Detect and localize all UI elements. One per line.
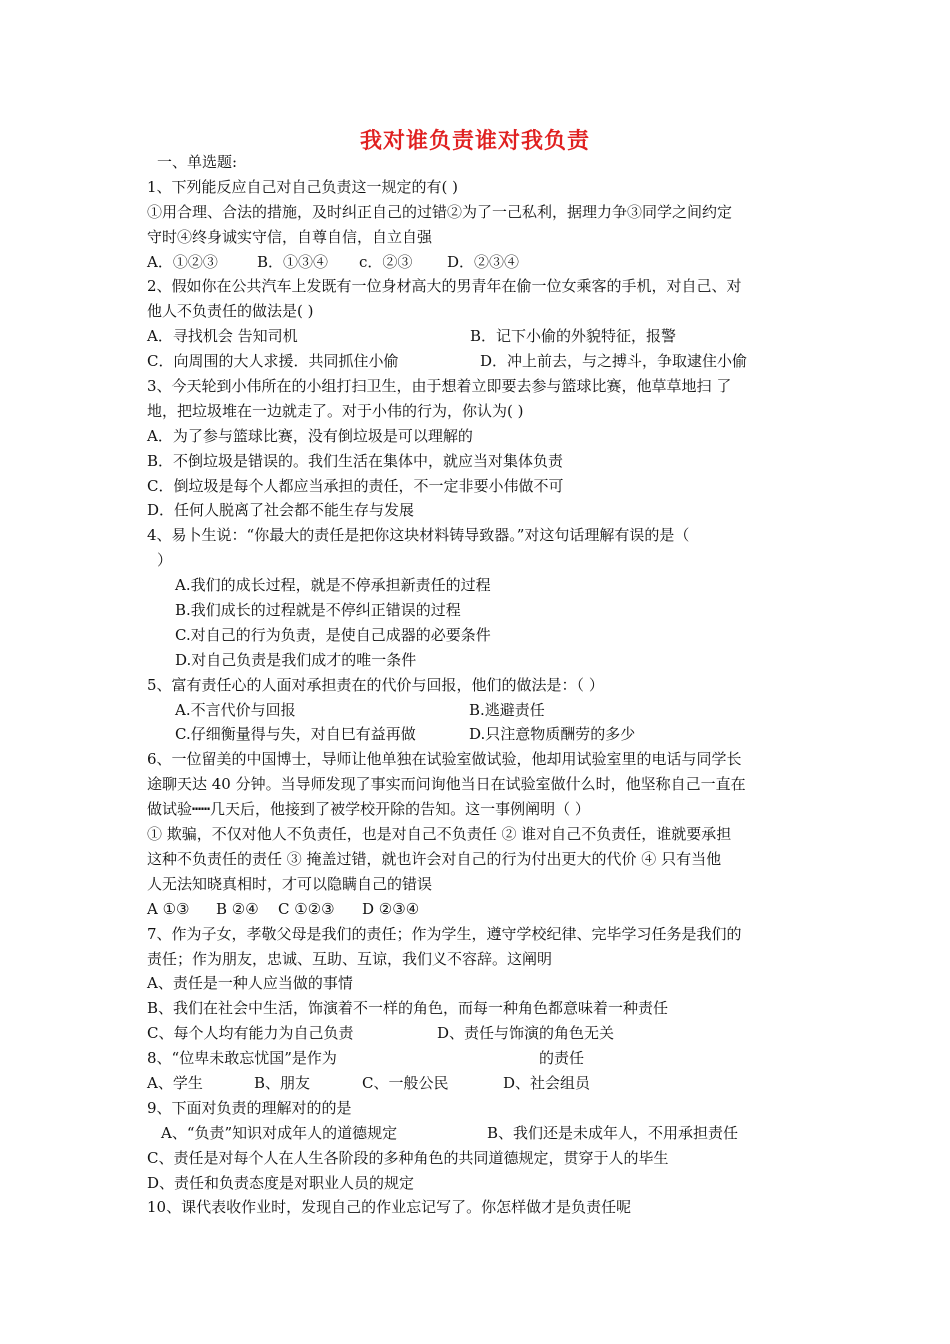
question-5-options [147, 698, 822, 723]
option-b: B ②④ [216, 899, 259, 918]
question-10-stem: 10、课代表收作业时，发现自己的作业忘记写了。你怎样做才是负责任呢 [147, 1198, 632, 1217]
option-c: C ①②③ [278, 899, 335, 918]
question-1-options [147, 250, 822, 275]
option-a: A.我们的成长过程，就是不停承担新责任的过程 [175, 576, 491, 595]
option-b: B．记下小偷的外貌特征，报警 [470, 327, 677, 346]
option-b: B.我们成长的过程就是不停纠正错误的过程 [175, 601, 461, 620]
option-c: C.仔细衡量得与失，对自巳有益再做 [175, 725, 416, 744]
section-heading: 一、单选题: [157, 153, 238, 171]
question-2-stem: 2、假如你在公共汽车上发既有一位身材高大的男青年在偷一位女乘客的手机，对自己、对 [147, 277, 742, 296]
question-8-stem [147, 1046, 822, 1071]
option-b: B．①③④ [257, 252, 329, 271]
option-d: D、责任与饰演的角色无关 [437, 1024, 615, 1043]
question-7-stem: 责任；作为朋友，忠诚、互助、互谅，我们义不容辞。这阐明 [147, 949, 553, 968]
option-a: A．寻找机会 告知司机 [147, 327, 298, 346]
question-1-desc: 守时④终身诚实守信，自尊自信，自立自强 [147, 227, 433, 246]
question-1-desc: ①用合理、合法的措施，及时纠正自己的过错②为了一己私利，据理力争③同学之间约定 [147, 202, 733, 221]
question-4-stem: ） [157, 551, 173, 570]
question-2-options [147, 324, 822, 349]
document-body [147, 150, 822, 1220]
question-6-desc: 这种不负责任的责任 ③ 掩盖过错，就也许会对自己的行为付出更大的代价 ④ 只有当他 [147, 849, 722, 868]
option-c: C、一般公民 [362, 1073, 449, 1092]
question-5-options [147, 722, 822, 747]
option-c: C．向周围的大人求援．共同抓住小偷 [147, 352, 399, 371]
option-d: D、责任和负责态度是对职业人员的规定 [147, 1173, 415, 1192]
question-7-options [147, 1021, 822, 1046]
option-a: A ①③ [147, 899, 190, 918]
option-b: B、朋友 [254, 1073, 311, 1092]
question-7-stem: 7、作为子女，孝敬父母是我们的责任；作为学生，遵守学校纪律、完毕学习任务是我们的 [147, 924, 742, 943]
question-9-stem: 9、下面对负责的理解对的的是 [147, 1098, 352, 1117]
question-6-stem: 途聊天达 40 分钟。当导师发现了事实而问询他当日在试验室做什么时，他坚称自己一直在 [147, 775, 746, 794]
option-d: D．冲上前去，与之搏斗，争取逮住小偷 [480, 352, 748, 371]
question-6-options [147, 897, 822, 922]
option-d: D．任何人脱离了社会都不能生存与发展 [147, 501, 415, 520]
option-c: C、每个人均有能力为自己负责 [147, 1024, 354, 1043]
question-8-stem-part: 的责任 [539, 1049, 585, 1068]
option-d: D ②③④ [362, 899, 420, 918]
question-6-stem: 做试验┅┅几天后，他接到了被学校开除的告知。这一事例阐明（ ） [147, 800, 590, 819]
option-d: D、社会组员 [503, 1073, 591, 1092]
question-2-stem: 他人不负责任的做法是( ) [147, 302, 314, 321]
question-1-stem: 1、下列能反应自己对自己负责这一规定的有( ) [147, 177, 459, 196]
question-3-stem: 3、今天轮到小伟所在的小组打扫卫生，由于想着立即要去参与篮球比赛，他草草地扫 了 [147, 377, 732, 396]
question-3-stem: 地，把垃圾堆在一边就走了。对于小伟的行为，你认为( ) [147, 401, 524, 420]
option-c: C.对自己的行为负责，是使自己成器的必要条件 [175, 625, 491, 644]
option-c: C、责任是对每个人在人生各阶段的多种角色的共同道德规定，贯穿于人的毕生 [147, 1148, 669, 1167]
question-8-stem-part: 8、“位卑未敢忘忧国”是作为 [147, 1049, 337, 1068]
option-a: A、学生 [147, 1073, 203, 1092]
option-a: A．①②③ [147, 252, 218, 271]
question-5-stem: 5、富有责任心的人面对承担责在的代价与回报，他们的做法是：（ ） [147, 675, 604, 694]
option-d: D.对自己负责是我们成才的唯一条件 [175, 650, 417, 669]
question-8-options [147, 1071, 822, 1096]
question-6-desc: 人无法知晓真相时，才可以隐瞒自己的错误 [147, 874, 433, 893]
option-d: D.只注意物质酬劳的多少 [469, 725, 636, 744]
question-6-desc: ① 欺骗，不仅对他人不负责任，也是对自己不负责任 ② 谁对自己不负责任，谁就要承担 [147, 825, 732, 844]
option-a: A．为了参与篮球比赛，没有倒垃圾是可以理解的 [147, 426, 473, 445]
option-c: C．倒垃圾是每个人都应当承担的责任，不一定非要小伟做不可 [147, 476, 564, 495]
option-a: A、责任是一种人应当做的事情 [147, 974, 353, 993]
option-b: B、我们在社会中生活，饰演着不一样的角色，而每一种角色都意味着一种责任 [147, 999, 669, 1018]
option-b: B．不倒垃圾是错误的。我们生活在集体中，就应当对集体负责 [147, 451, 564, 470]
option-d: D．②③④ [447, 252, 520, 271]
question-9-options [147, 1121, 822, 1146]
option-b: B、我们还是未成年人，不用承担责任 [487, 1123, 739, 1142]
option-a: A、“负责”知识对成年人的道德规定 [161, 1123, 398, 1142]
page-title: 我对谁负责谁对我负责 [359, 129, 590, 154]
option-a: A.不言代价与回报 [175, 700, 296, 719]
question-6-stem: 6、一位留美的中国博士，导师让他单独在试验室做试验，他却用试验室里的电话与同学长 [147, 750, 742, 769]
question-4-stem: 4、易卜生说：“你最大的责任是把你这块材料铸导致器。”对这句话理解有误的是（ [147, 526, 690, 545]
option-c: c．②③ [359, 252, 413, 271]
question-2-options [147, 349, 822, 374]
option-b: B.逃避责任 [469, 700, 545, 719]
